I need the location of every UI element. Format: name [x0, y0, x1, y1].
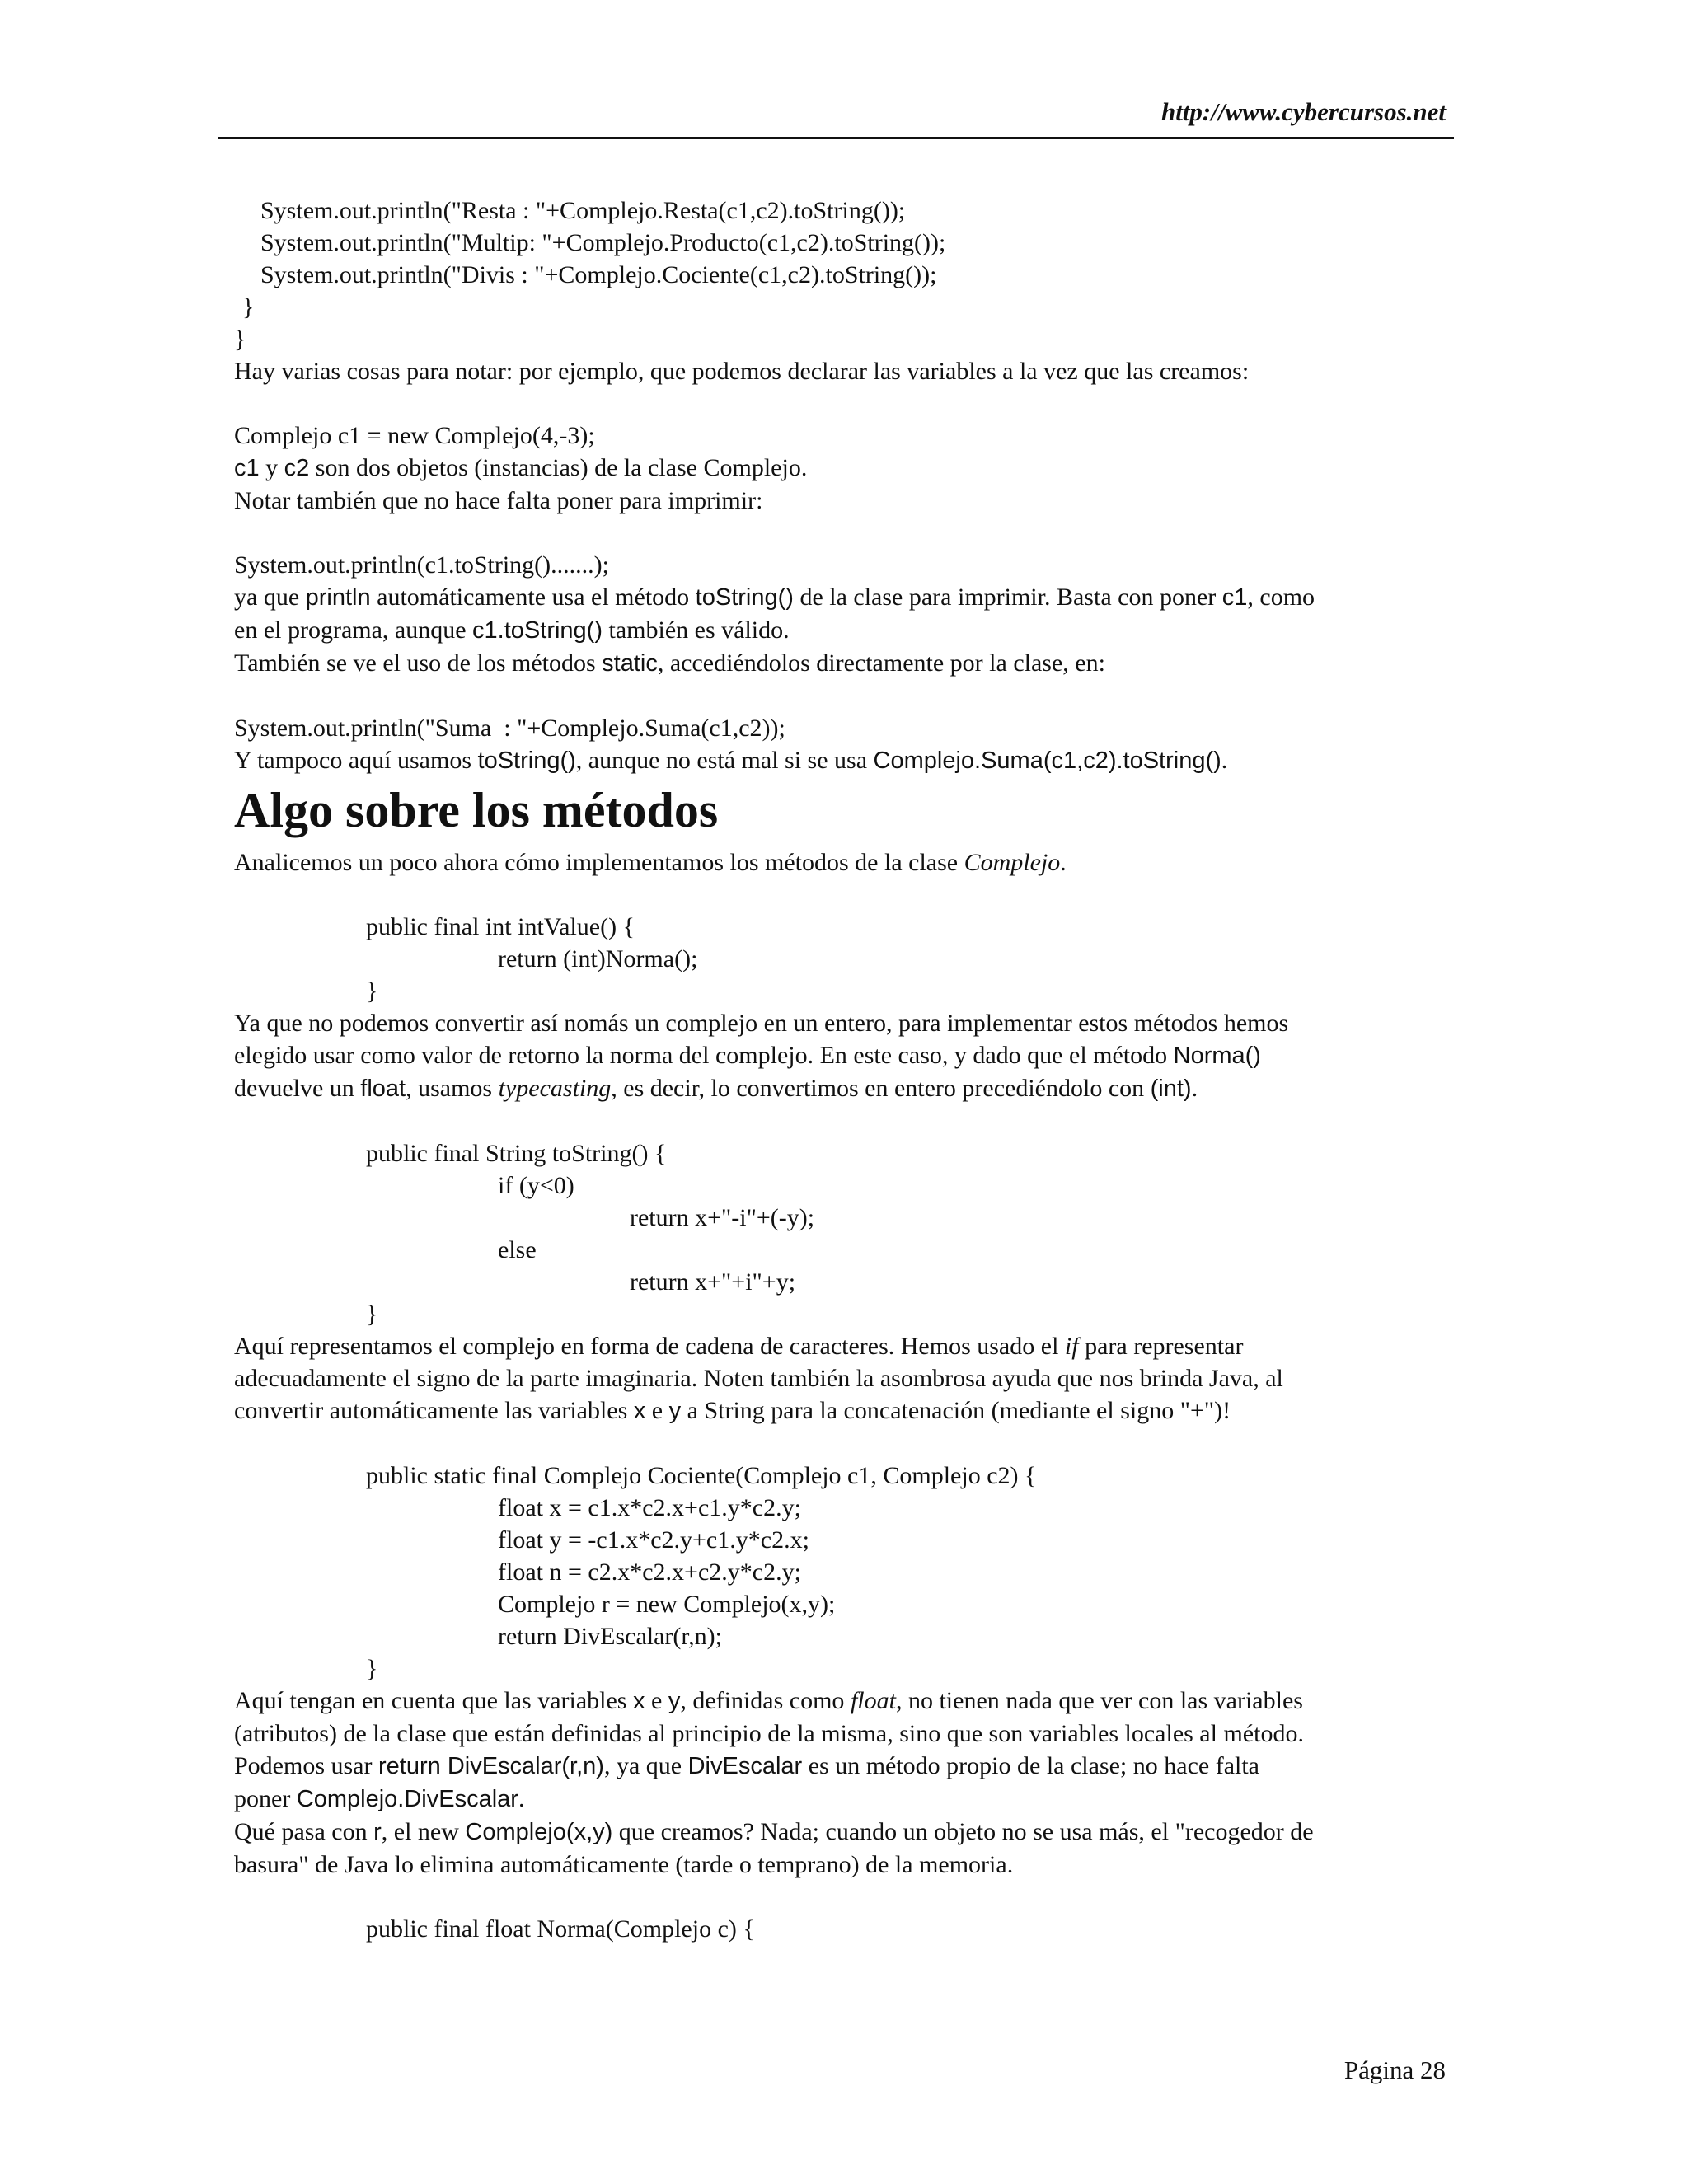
code-line: } [366, 977, 378, 1005]
paragraph: Aquí representamos el complejo en forma de cadena de caracteres. Hemos usado el if para representar [234, 1333, 1244, 1360]
paragraph: ya que println automáticamente usa el método toString() de la clase para imprimir. Basta con poner c1, como [234, 583, 1315, 611]
code-line: return DivEscalar(r,n); [498, 1623, 723, 1650]
inline-code: Complejo.DivEscalar [296, 1786, 518, 1812]
paragraph: c1 y c2 son dos objetos (instancias) de la clase Complejo. [234, 454, 808, 481]
code-line: return x+"+i"+y; [630, 1268, 796, 1296]
code-line: public final int intValue() { [366, 913, 635, 940]
code-line: } [366, 1655, 378, 1682]
code-line: float n = c2.x*c2.x+c2.y*c2.y; [498, 1558, 801, 1586]
code-line: System.out.println(c1.toString().......); [234, 551, 609, 579]
paragraph: Podemos usar return DivEscalar(r,n), ya que DivEscalar es un método propio de la clase; no hace falta [234, 1752, 1259, 1779]
inline-code: static [602, 650, 658, 677]
code-line: public final String toString() { [366, 1140, 667, 1167]
paragraph: poner Complejo.DivEscalar. [234, 1785, 525, 1812]
paragraph: Analicemos un poco ahora cómo implementamos los métodos de la clase Complejo. [234, 849, 1067, 876]
header-url: http://www.cybercursos.net [1160, 97, 1446, 126]
inline-code: return DivEscalar(r,n) [378, 1753, 604, 1779]
code-line: System.out.println("Multip: "+Complejo.Producto(c1,c2).toString()); [260, 229, 946, 256]
code-line: System.out.println("Suma : "+Complejo.Suma(c1,c2)); [234, 715, 785, 742]
inline-code: c2 [284, 455, 310, 481]
paragraph: en el programa, aunque c1.toString() también es válido. [234, 616, 790, 644]
inline-code: Complejo.Suma(c1,c2).toString() [873, 748, 1221, 774]
inline-code: toString() [695, 584, 794, 611]
paragraph: Aquí tengan en cuenta que las variables x e y, definidas como float, no tienen nada que ver con las variables [234, 1687, 1303, 1714]
code-line: return x+"-i"+(-y); [630, 1204, 815, 1231]
code-line: float x = c1.x*c2.x+c1.y*c2.y; [498, 1494, 801, 1521]
paragraph: Y tampoco aquí usamos toString(), aunque no está mal si se usa Complejo.Suma(c1,c2).toString(). [234, 747, 1228, 774]
code-line: float y = -c1.x*c2.y+c1.y*c2.x; [498, 1526, 809, 1554]
code-line: else [498, 1236, 537, 1263]
code-line: if (y<0) [498, 1172, 574, 1199]
code-line: Complejo c1 = new Complejo(4,-3); [234, 422, 595, 449]
paragraph: elegido usar como valor de retorno la norma del complejo. En este caso, y dado que el método Norma() [234, 1042, 1261, 1069]
paragraph: Notar también que no hace falta poner para imprimir: [234, 487, 763, 514]
inline-code: x [632, 1688, 645, 1714]
inline-code: toString() [477, 748, 576, 774]
header-divider [218, 137, 1454, 139]
inline-code: c1 [1221, 584, 1248, 611]
inline-code: float [360, 1076, 406, 1102]
inline-code: DivEscalar [687, 1753, 803, 1779]
code-line: return (int)Norma(); [498, 945, 698, 972]
code-line: } [242, 293, 255, 321]
page-content [234, 194, 1454, 1945]
inline-code: (int) [1150, 1076, 1192, 1102]
paragraph: Hay varias cosas para notar: por ejemplo, que podemos declarar las variables a la vez que las creamos: [234, 358, 1250, 385]
paragraph: Ya que no podemos convertir así nomás un complejo en un entero, para implementar estos métodos hemos [234, 1010, 1289, 1037]
inline-code: Norma() [1173, 1043, 1261, 1069]
inline-code: y [668, 1398, 682, 1424]
code-line: public final float Norma(Complejo c) { [366, 1915, 755, 1943]
paragraph: convertir automáticamente las variables x e y a String para la concatenación (mediante el signo "+")! [234, 1397, 1231, 1424]
paragraph: basura" de Java lo elimina automáticamente (tarde o temprano) de la memoria. [234, 1851, 1014, 1878]
inline-code: c1 [234, 455, 260, 481]
code-line: System.out.println("Divis : "+Complejo.Cociente(c1,c2).toString()); [260, 261, 937, 288]
section-title: Algo sobre los métodos [234, 783, 719, 837]
code-line: System.out.println("Resta : "+Complejo.Resta(c1,c2).toString()); [260, 197, 906, 224]
inline-code: c1.toString() [472, 617, 603, 644]
code-line: } [366, 1301, 378, 1328]
inline-code: y [668, 1688, 681, 1714]
paragraph: También se ve el uso de los métodos static, accediéndolos directamente por la clase, en: [234, 649, 1105, 677]
inline-code: println [305, 584, 371, 611]
paragraph: (atributos) de la clase que están definidas al principio de la misma, sino que son variables locales al método. [234, 1720, 1304, 1747]
page-number: Página 28 [1343, 2055, 1446, 2084]
inline-code: r [373, 1819, 382, 1845]
paragraph: adecuadamente el signo de la parte imaginaria. Noten también la asombrosa ayuda que nos brinda Java, al [234, 1365, 1283, 1392]
inline-code: Complejo(x,y) [465, 1819, 613, 1845]
code-line: public static final Complejo Cociente(Complejo c1, Complejo c2) { [366, 1462, 1037, 1489]
paragraph: devuelve un float, usamos typecasting, es decir, lo convertimos en entero precediéndolo con (int). [234, 1075, 1198, 1102]
paragraph: Qué pasa con r, el new Complejo(x,y) que creamos? Nada; cuando un objeto no se usa más, el "recogedor de [234, 1818, 1314, 1845]
code-line: Complejo r = new Complejo(x,y); [498, 1591, 836, 1618]
code-line: } [234, 326, 246, 353]
inline-code: x [633, 1398, 646, 1424]
